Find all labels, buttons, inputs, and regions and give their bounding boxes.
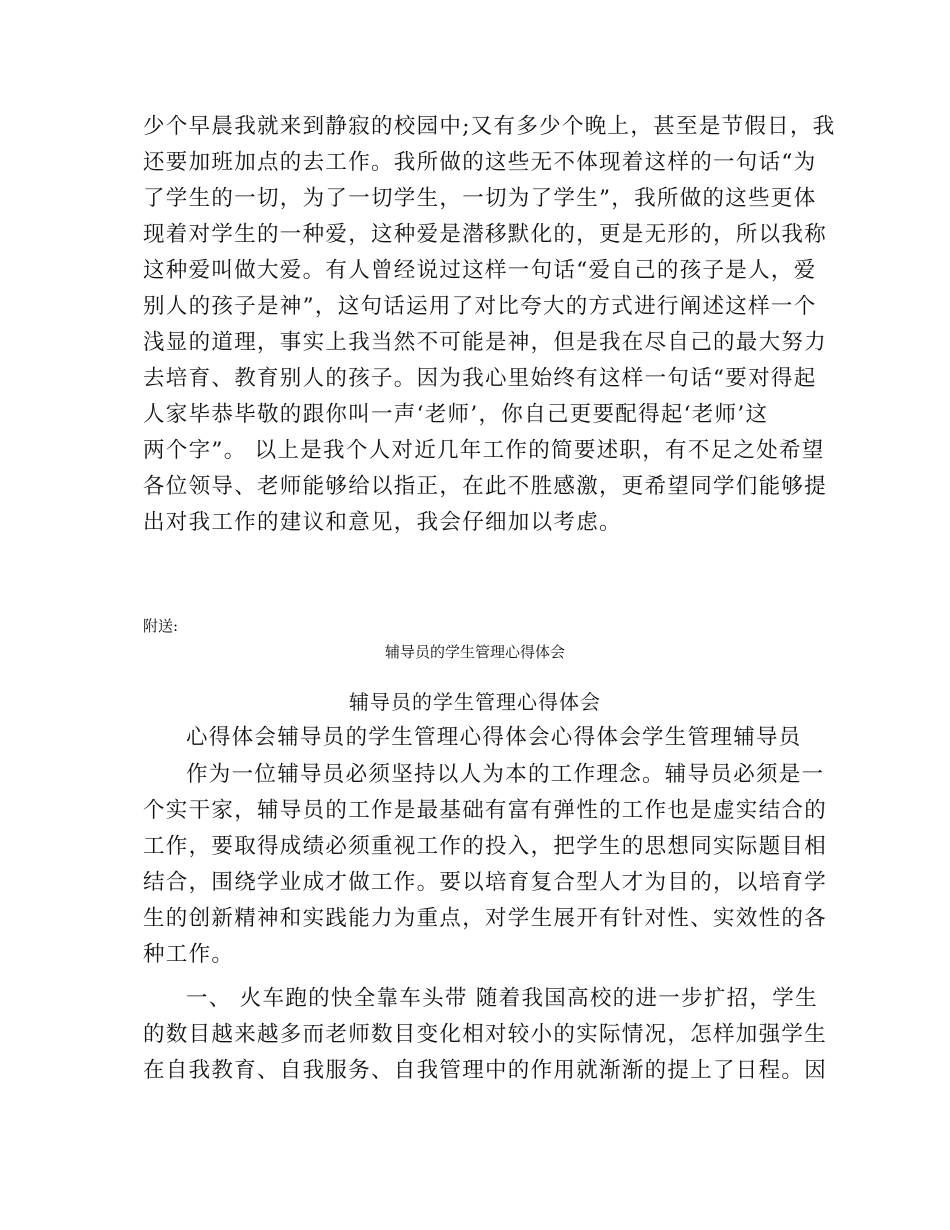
- body-line: 工作，要取得成绩必须重视工作的投入，把学生的思想同实际题目相: [143, 834, 828, 859]
- body-line: 别人的孩子是神”，这句话运用了对比夸大的方式进行阐述这样一个: [143, 294, 817, 319]
- body-line: 人家毕恭毕敬的跟你叫一声‘老师’，你自己更要配得起‘老师’这: [143, 402, 769, 427]
- body-line: 生的创新精神和实践能力为重点，对学生展开有针对性、实效性的各: [143, 906, 828, 931]
- body-line: 了学生的一切，为了一切学生，一切为了学生”，我所做的这些更体: [143, 186, 817, 211]
- section-heading-line: 一、 火车跑的快全靠车头带 随着我国高校的进一步扩招，学生: [186, 986, 818, 1011]
- body-line: 种工作。: [143, 942, 235, 967]
- body-line: 去培育、教育别人的孩子。因为我心里始终有这样一句话“要对得起: [143, 366, 817, 391]
- body-line: 现着对学生的一种爱，这种爱是潜移默化的，更是无形的，所以我称: [143, 222, 828, 247]
- article-title: 辅导员的学生管理心得体会: [349, 690, 601, 714]
- appendix-small-title: 辅导员的学生管理心得体会: [384, 643, 565, 661]
- body-line: 少个早晨我就来到静寂的校园中;又有多少个晚上，甚至是节假日，我: [143, 114, 836, 139]
- appendix-label: 附送:: [143, 617, 179, 635]
- body-line: 浅显的道理，事实上我当然不可能是神，但是我在尽自己的最大努力: [143, 330, 828, 355]
- body-line: 各位领导、老师能够给以指正，在此不胜感激，更希望同学们能够提: [143, 474, 828, 499]
- body-line: 作为一位辅导员必须坚持以人为本的工作理念。辅导员必须是一: [186, 762, 825, 787]
- keywords-line: 心得体会辅导员的学生管理心得体会心得体会学生管理辅导员: [186, 725, 802, 750]
- body-line: 在自我教育、自我服务、自我管理中的作用就渐渐的提上了日程。因: [143, 1058, 828, 1083]
- body-line: 的数目越来越多而老师数目变化相对较小的实际情况，怎样加强学生: [143, 1022, 828, 1047]
- body-line: 结合，围绕学业成才做工作。要以培育复合型人才为目的，以培育学: [143, 870, 828, 895]
- body-line: 出对我工作的建议和意见，我会仔细加以考虑。: [143, 510, 622, 535]
- body-line: 个实干家，辅导员的工作是最基础有富有弹性的工作也是虚实结合的: [143, 798, 828, 823]
- body-line: 两个字”。 以上是我个人对近几年工作的简要述职，有不足之处希望: [143, 438, 825, 463]
- body-line: 还要加班加点的去工作。我所做的这些无不体现着这样的一句话“为: [143, 150, 817, 175]
- body-line: 这种爱叫做大爱。有人曾经说过这样一句话“爱自己的孩子是人，爱: [143, 258, 817, 283]
